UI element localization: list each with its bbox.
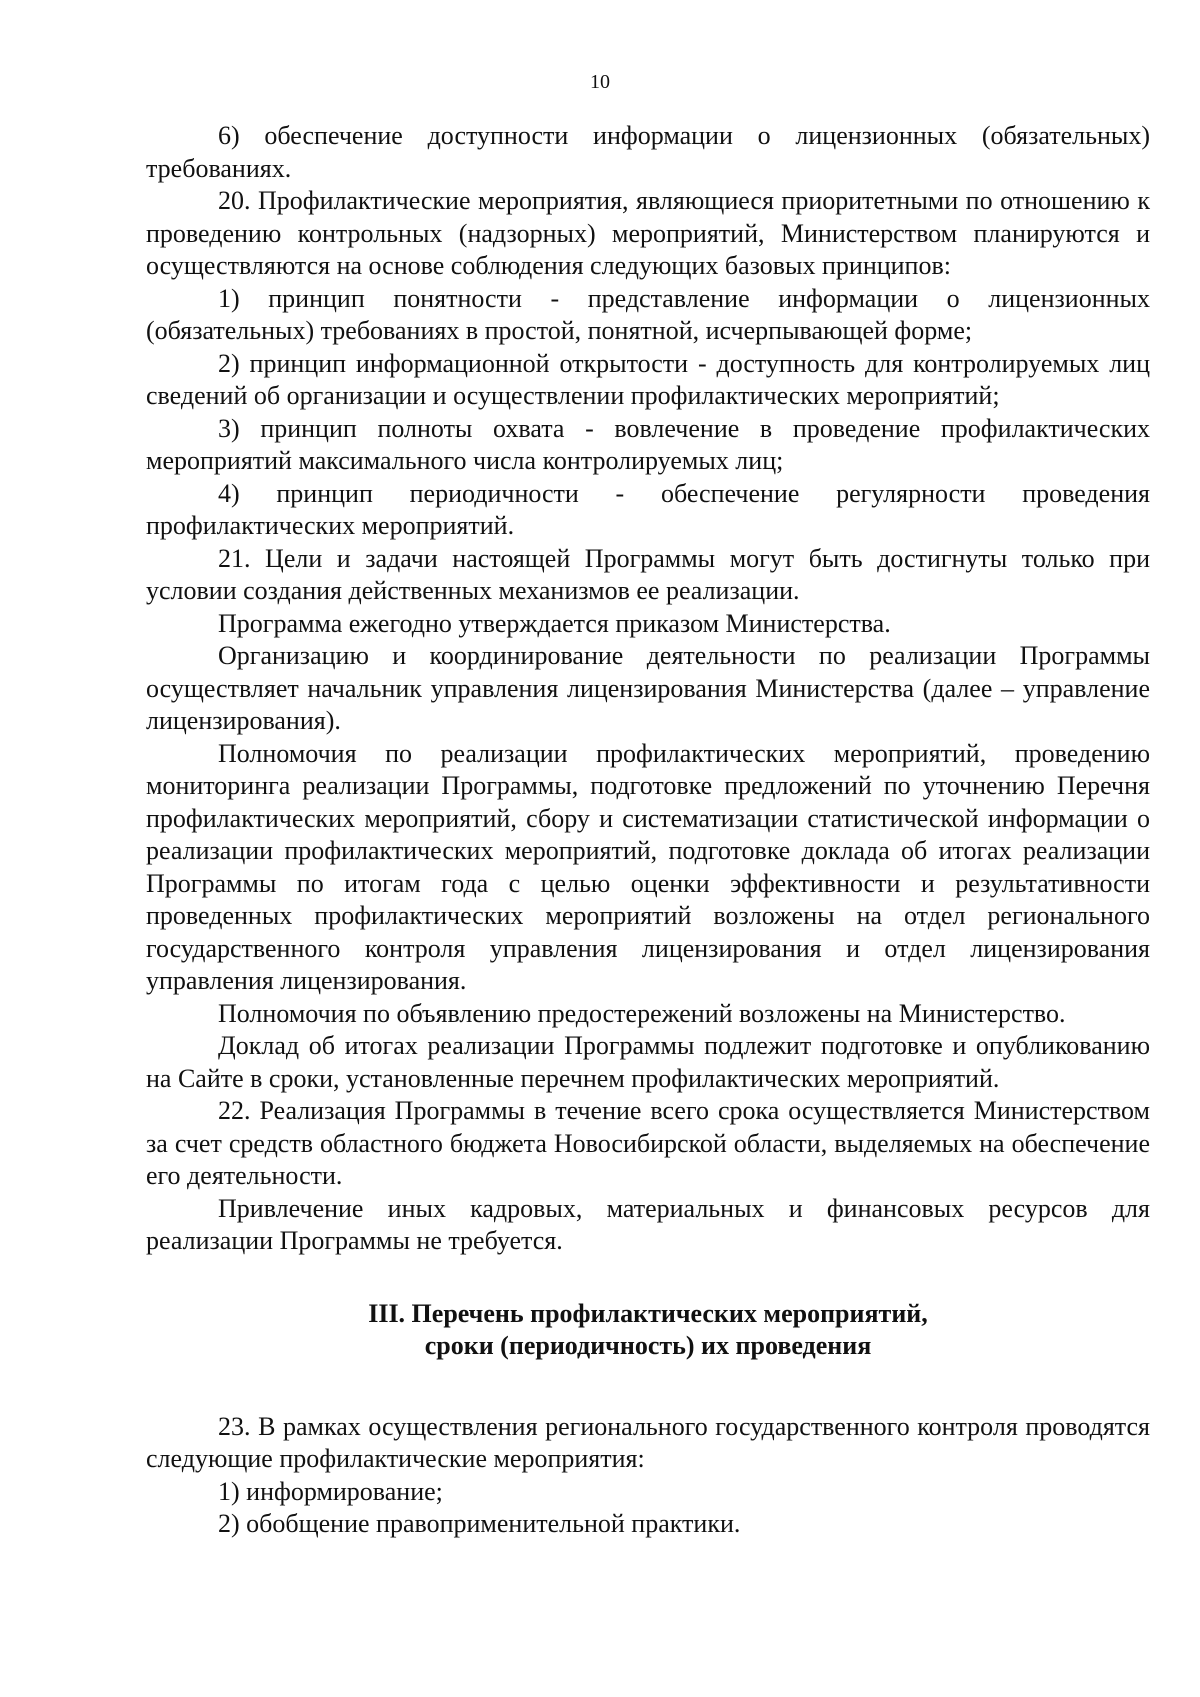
section-heading-line-2: сроки (периодичность) их проведения bbox=[424, 1331, 872, 1360]
principle-3: 3) принцип полноты охвата - вовлечение в проведение профилактических мероприятий максимального числа контролируемых лиц; bbox=[146, 413, 1150, 475]
section-heading bbox=[146, 1298, 1150, 1363]
paragraph-20: 20. Профилактические мероприятия, являющиеся приоритетными по отношению к проведению контрольных (надзорных) мероприятий, Министерством планируются и осуществляются на основе соблюдения следующих базовых принципов: bbox=[146, 186, 1150, 280]
paragraph-program-approval: Программа ежегодно утверждается приказом Министерства. bbox=[218, 608, 891, 638]
paragraph-item-6: 6) обеспечение доступности информации о лицензионных (обязательных) требованиях. bbox=[146, 121, 1150, 183]
measure-2: 2) обобщение правоприменительной практики. bbox=[218, 1509, 741, 1538]
page-number: 10 bbox=[590, 71, 610, 93]
paragraph-organization: Организацию и координирование деятельности по реализации Программы осуществляет начальник управления лицензирования Министерства (далее – управление лицензирования). bbox=[146, 641, 1150, 735]
paragraph-report: Доклад об итогах реализации Программы подлежит подготовке и опубликованию на Сайте в сроки, установленные перечнем профилактических мероприятий. bbox=[146, 1031, 1150, 1093]
measure-1: 1) информирование; bbox=[218, 1476, 443, 1506]
paragraph-warnings: Полномочия по объявлению предостережений возложены на Министерство. bbox=[218, 998, 1066, 1028]
principle-1: 1) принцип понятности - представление информации о лицензионных (обязательных) требованиях в простой, понятной, исчерпывающей форме; bbox=[146, 283, 1150, 345]
paragraph-resources: Привлечение иных кадровых, материальных и финансовых ресурсов для реализации Программы не требуется. bbox=[146, 1193, 1150, 1255]
paragraph-21: 21. Цели и задачи настоящей Программы могут быть достигнуты только при условии создания действенных механизмов ее реализации. bbox=[146, 543, 1150, 605]
section-heading-line-1: III. Перечень профилактических мероприятий, bbox=[368, 1298, 928, 1328]
paragraph-powers: Полномочия по реализации профилактических мероприятий, проведению мониторинга реализации Программы, подготовке предложений по уточнению Перечня профилактических мероприятий, сбору и систематизации статистической информации о реализации профилактических мероприятий, подготовке доклада об итогах реализации Программы по итогам года с целью оценки эффективности и результативности проведенных профилактических мероприятий возложены на отдел регионального государственного контроля управления лицензирования и отдел лицензирования управления лицензирования. bbox=[146, 738, 1150, 995]
document-body bbox=[146, 120, 1150, 1541]
paragraph-22: 22. Реализация Программы в течение всего срока осуществляется Министерством за счет средств областного бюджета Новосибирской области, выделяемых на обеспечение его деятельности. bbox=[146, 1096, 1150, 1190]
paragraph-23: 23. В рамках осуществления регионального государственного контроля проводятся следующие профилактические мероприятия: bbox=[146, 1411, 1150, 1473]
principle-2: 2) принцип информационной открытости - доступность для контролируемых лиц сведений об организации и осуществлении профилактических мероприятий; bbox=[146, 348, 1150, 410]
principle-4: 4) принцип периодичности - обеспечение регулярности проведения профилактических мероприятий. bbox=[146, 478, 1150, 540]
